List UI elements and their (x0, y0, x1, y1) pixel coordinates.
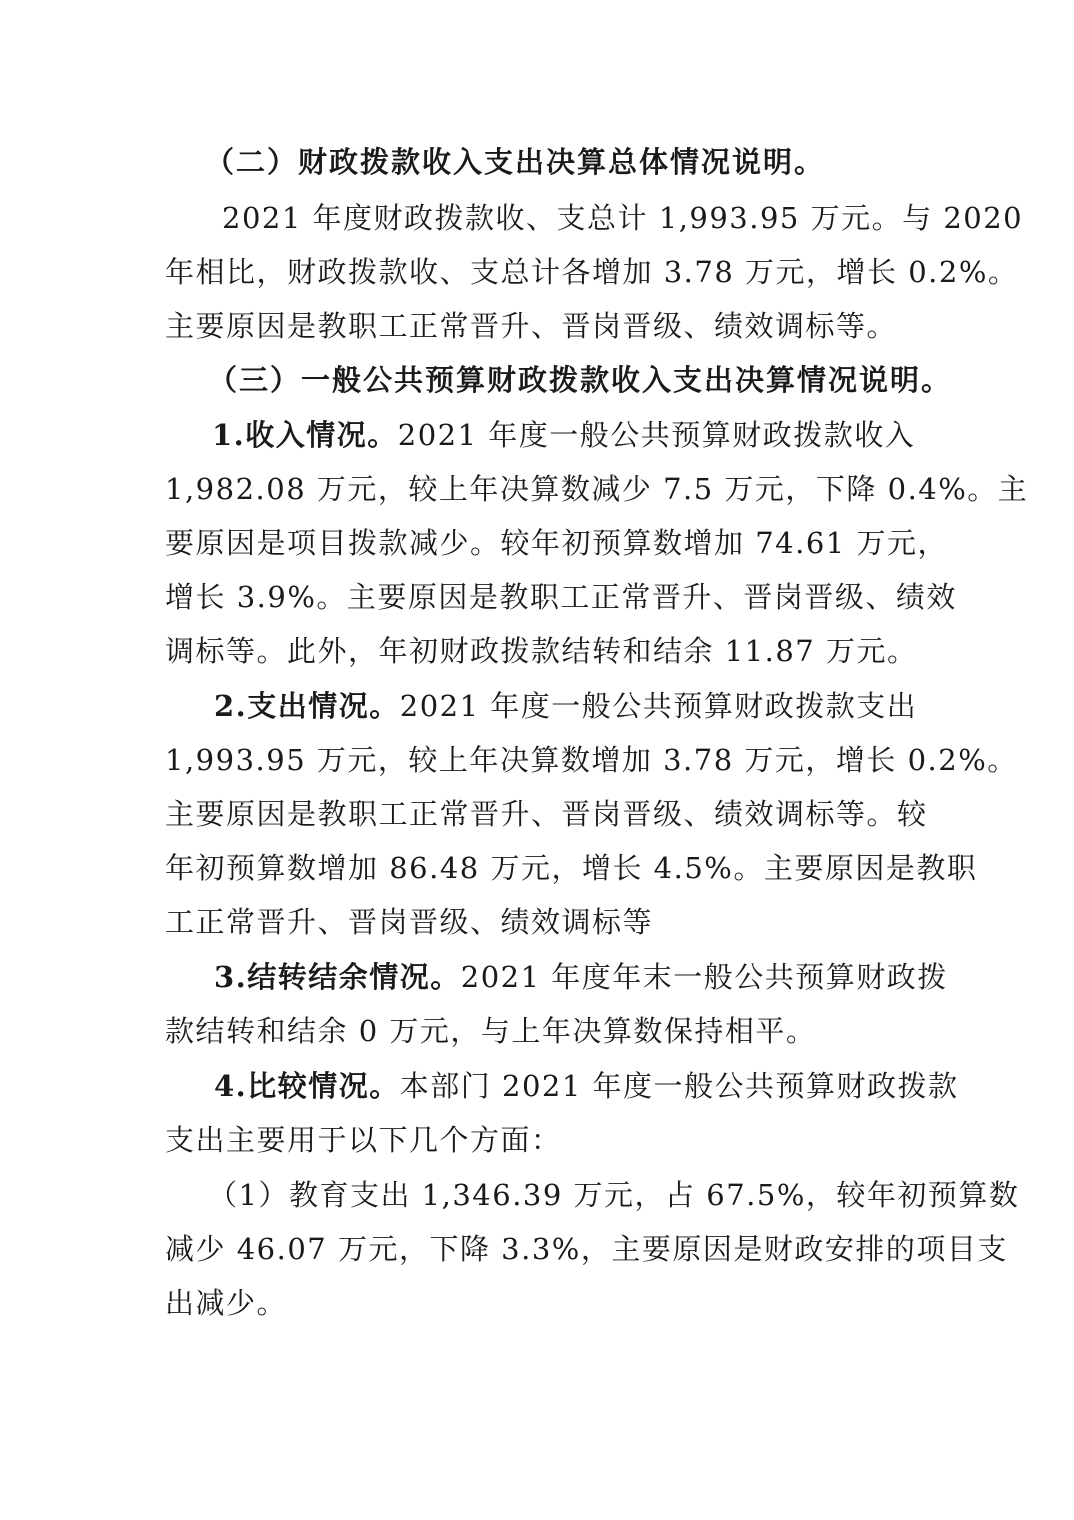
subsection-title: 1.收入情况。 (212, 418, 398, 452)
paragraph-line: 年相比，财政拨款收、支总计各增加 3.78 万元，增长 0.2%。 (165, 255, 1019, 289)
paragraph-line: 1,982.08 万元，较上年决算数减少 7.5 万元，下降 0.4%。主 (165, 472, 1029, 506)
paragraph-line: 主要原因是教职工正常晋升、晋岗晋级、绩效调标等。 (165, 309, 898, 343)
paragraph-text: 本部门 2021 年度一般公共预算财政拨款 (399, 1069, 959, 1103)
subsection-title: 2.支出情况。 (214, 689, 400, 723)
subsection-expense (214, 686, 917, 726)
paragraph-text: 2021 年度年末一般公共预算财政拨 (460, 960, 948, 994)
paragraph-line: 工正常晋升、晋岗晋级、绩效调标等 (165, 905, 654, 939)
subsection-carryover (214, 957, 948, 997)
paragraph-line: 主要原因是教职工正常晋升、晋岗晋级、绩效调标等。较 (165, 797, 928, 831)
subsection-comparison (214, 1066, 959, 1106)
paragraph-line: 减少 46.07 万元，下降 3.3%，主要原因是财政安排的项目支 (165, 1232, 1008, 1266)
paragraph-line: 增长 3.9%。主要原因是教职工正常晋升、晋岗晋级、绩效 (165, 580, 957, 614)
paragraph-line: 支出主要用于以下几个方面： (165, 1123, 562, 1157)
subsection-title: 3.结转结余情况。 (214, 960, 461, 994)
heading-section-2: （二）财政拨款收入支出决算总体情况说明。 (205, 145, 826, 179)
paragraph-text: 2021 年度一般公共预算财政拨款收入 (397, 418, 916, 452)
paragraph-line: 出减少。 (165, 1286, 288, 1320)
paragraph-text: 2021 年度一般公共预算财政拨款支出 (399, 689, 918, 723)
paragraph-line: 1,993.95 万元，较上年决算数增加 3.78 万元，增长 0.2%。 (165, 743, 1018, 777)
paragraph-line: 年初预算数增加 86.48 万元，增长 4.5%。主要原因是教职 (165, 851, 978, 885)
paragraph-line: 2021 年度财政拨款收、支总计 1,993.95 万元。与 2020 (222, 201, 1024, 235)
subsection-income (212, 415, 915, 455)
paragraph-line: 调标等。此外，年初财政拨款结转和结余 11.87 万元。 (165, 634, 918, 668)
paragraph-line: 要原因是项目拨款减少。较年初预算数增加 74.61 万元， (165, 526, 948, 560)
paragraph-line: 款结转和结余 0 万元，与上年决算数保持相平。 (165, 1014, 817, 1048)
list-item-education: （1）教育支出 1,346.39 万元，占 67.5%，较年初预算数 (208, 1178, 1020, 1212)
heading-section-3: （三）一般公共预算财政拨款收入支出决算情况说明。 (208, 363, 953, 397)
subsection-title: 4.比较情况。 (214, 1069, 400, 1103)
